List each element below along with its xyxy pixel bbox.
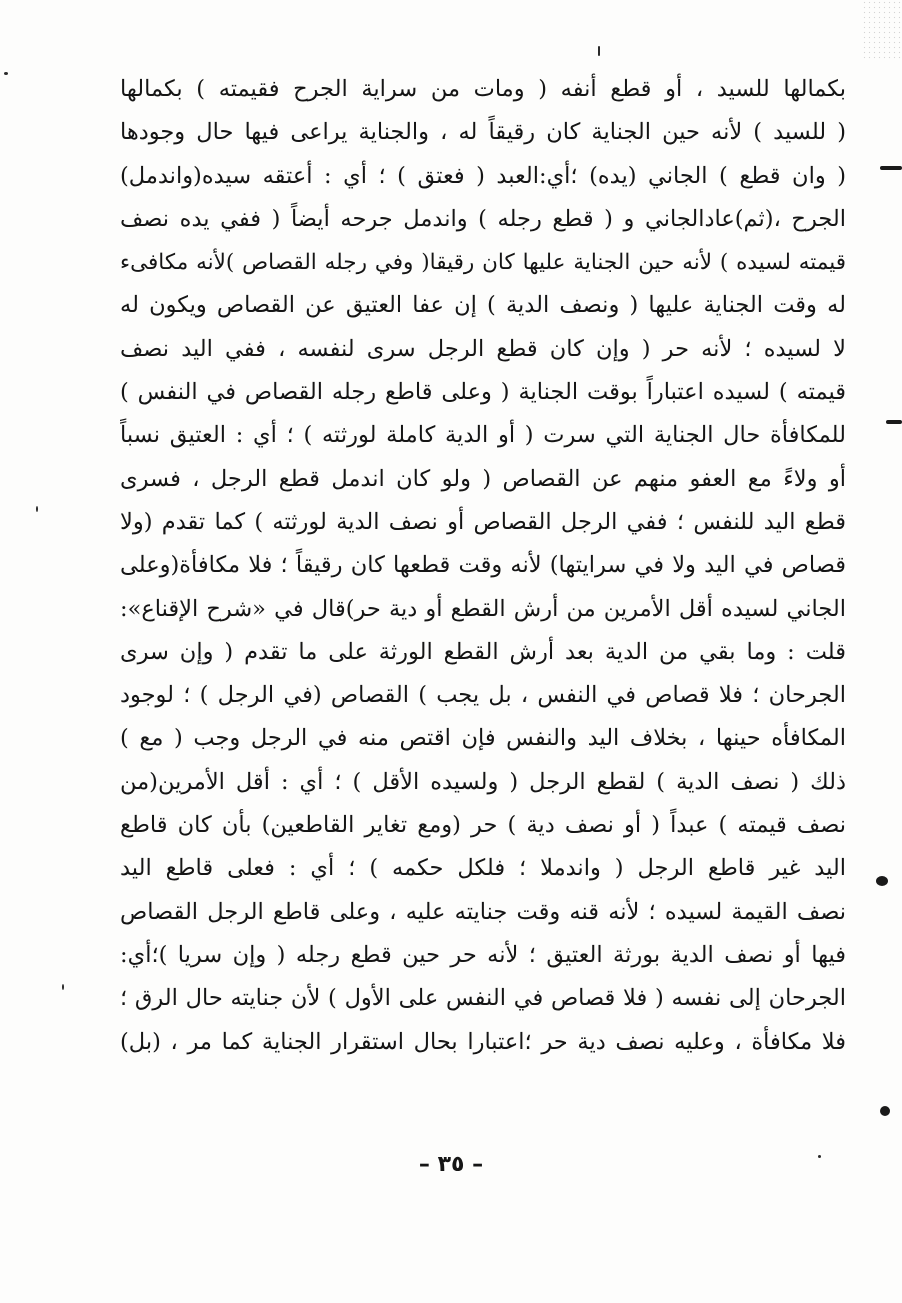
margin-mark: [880, 166, 902, 170]
text-line: بكمالها للسيد ، أو قطع أنفه ( ومات من سراية الجرح فقيمته ) بكمالها: [120, 76, 846, 102]
text-line: فيها أو نصف الدية بورثة العتيق ؛ لأنه حر حين قطع رجله ( وإن سريا )؛أي:: [120, 941, 846, 968]
text-line: اليد غير قاطع الرجل ( واندملا ؛ فلكل حكمه ) ؛ أي : فعلى قاطع اليد: [120, 855, 846, 882]
speck: [36, 506, 38, 512]
text-line: المكافأه حينها ، بخلاف اليد والنفس فإن اقتص منه في الرجل وجب ( مع ): [120, 725, 846, 752]
text-line: فلا مكافأة ، وعليه نصف دية حر ؛اعتبارا بحال استقرار الجناية كما مر ، (بل): [120, 1028, 846, 1055]
text-line: له وقت الجناية عليها ( ونصف الدية ) إن عفا العتيق عن القصاص ويكون له: [120, 292, 846, 319]
speck: [4, 72, 8, 75]
text-line: الجاني لسيده أقل الأمرين من أرش القطع أو دية حر)قال في «شرح الإقناع»:: [120, 595, 846, 622]
scan-noise: [862, 0, 902, 60]
text-line: قصاص في اليد ولا في سرايتها) لأنه وقت قطعها كان رقيقاً ؛ فلا مكافأة(وعلى: [120, 552, 846, 579]
text-line: قطع اليد للنفس ؛ ففي الرجل القصاص أو نصف الدية لورثته ) كما تقدم (ولا: [120, 508, 846, 535]
text-line: قيمته ) لسيده اعتباراً بوقت الجناية ( وعلى قاطع رجله القصاص في النفس ): [120, 379, 846, 406]
text-line: قلت : وما بقي من الدية بعد أرش القطع الورثة على ما تقدم ( وإن سرى: [120, 638, 846, 665]
text-line: لا لسيده ؛ لأنه حر ( وإن كان قطع الرجل سرى لنفسه ، ففي اليد نصف: [120, 335, 846, 362]
text-line: الجرحان إلى نفسه ( فلا قصاص في النفس على الأول ) لأن جنايته حال الرق ؛: [120, 985, 846, 1012]
margin-mark: [886, 420, 902, 424]
text-line: ذلك ( نصف الدية ) لقطع الرجل ( ولسيده الأقل ) ؛ أي : أقل الأمرين(من: [120, 768, 846, 795]
text-line: للمكافأة حال الجناية التي سرت ( أو الدية كاملة لورثته ) ؛ أي : العتيق نسباً: [120, 422, 846, 449]
text-line: نصف القيمة لسيده ؛ لأنه قنه وقت جنايته عليه ، وعلى قاطع الرجل القصاص: [120, 898, 846, 925]
text-line: أو ولاءً مع العفو منهم عن القصاص ( ولو كان اندمل قطع الرجل ، فسرى: [120, 465, 846, 492]
text-line: قيمته لسيده ) لأنه حين الجناية عليها كان رقيقا( وفي رجله القصاص )لأنه مكافىء: [120, 250, 846, 276]
text-line: ( وان قطع ) الجاني (يده) ؛أي:العبد ( فعتق ) ؛ أي : أعتقه سيده(واندمل): [120, 162, 846, 189]
text-line: الجرح ،(ثم)عادالجاني و ( قطع رجله ) واندمل جرحه أيضاً ( ففي يده نصف: [120, 205, 846, 232]
text-line: نصف قيمته ) عبداً ( أو نصف دية ) حر (ومع تغاير القاطعين) بأن كان قاطع: [120, 812, 846, 839]
speck: [598, 46, 600, 56]
text-line: الجرحان ؛ فلا قصاص في النفس ، بل يجب ) القصاص (في الرجل ) ؛ لوجود: [120, 682, 846, 709]
page-number: – ٣٥ –: [418, 1152, 484, 1177]
margin-mark: [876, 876, 888, 886]
text-line: ( للسيد ) لأنه حين الجناية كان رقيقاً له ، والجناية يراعى فيها حال وجودها: [120, 119, 846, 146]
margin-mark: [880, 1106, 890, 1116]
speck: [62, 984, 64, 990]
body-text: [120, 68, 846, 1064]
